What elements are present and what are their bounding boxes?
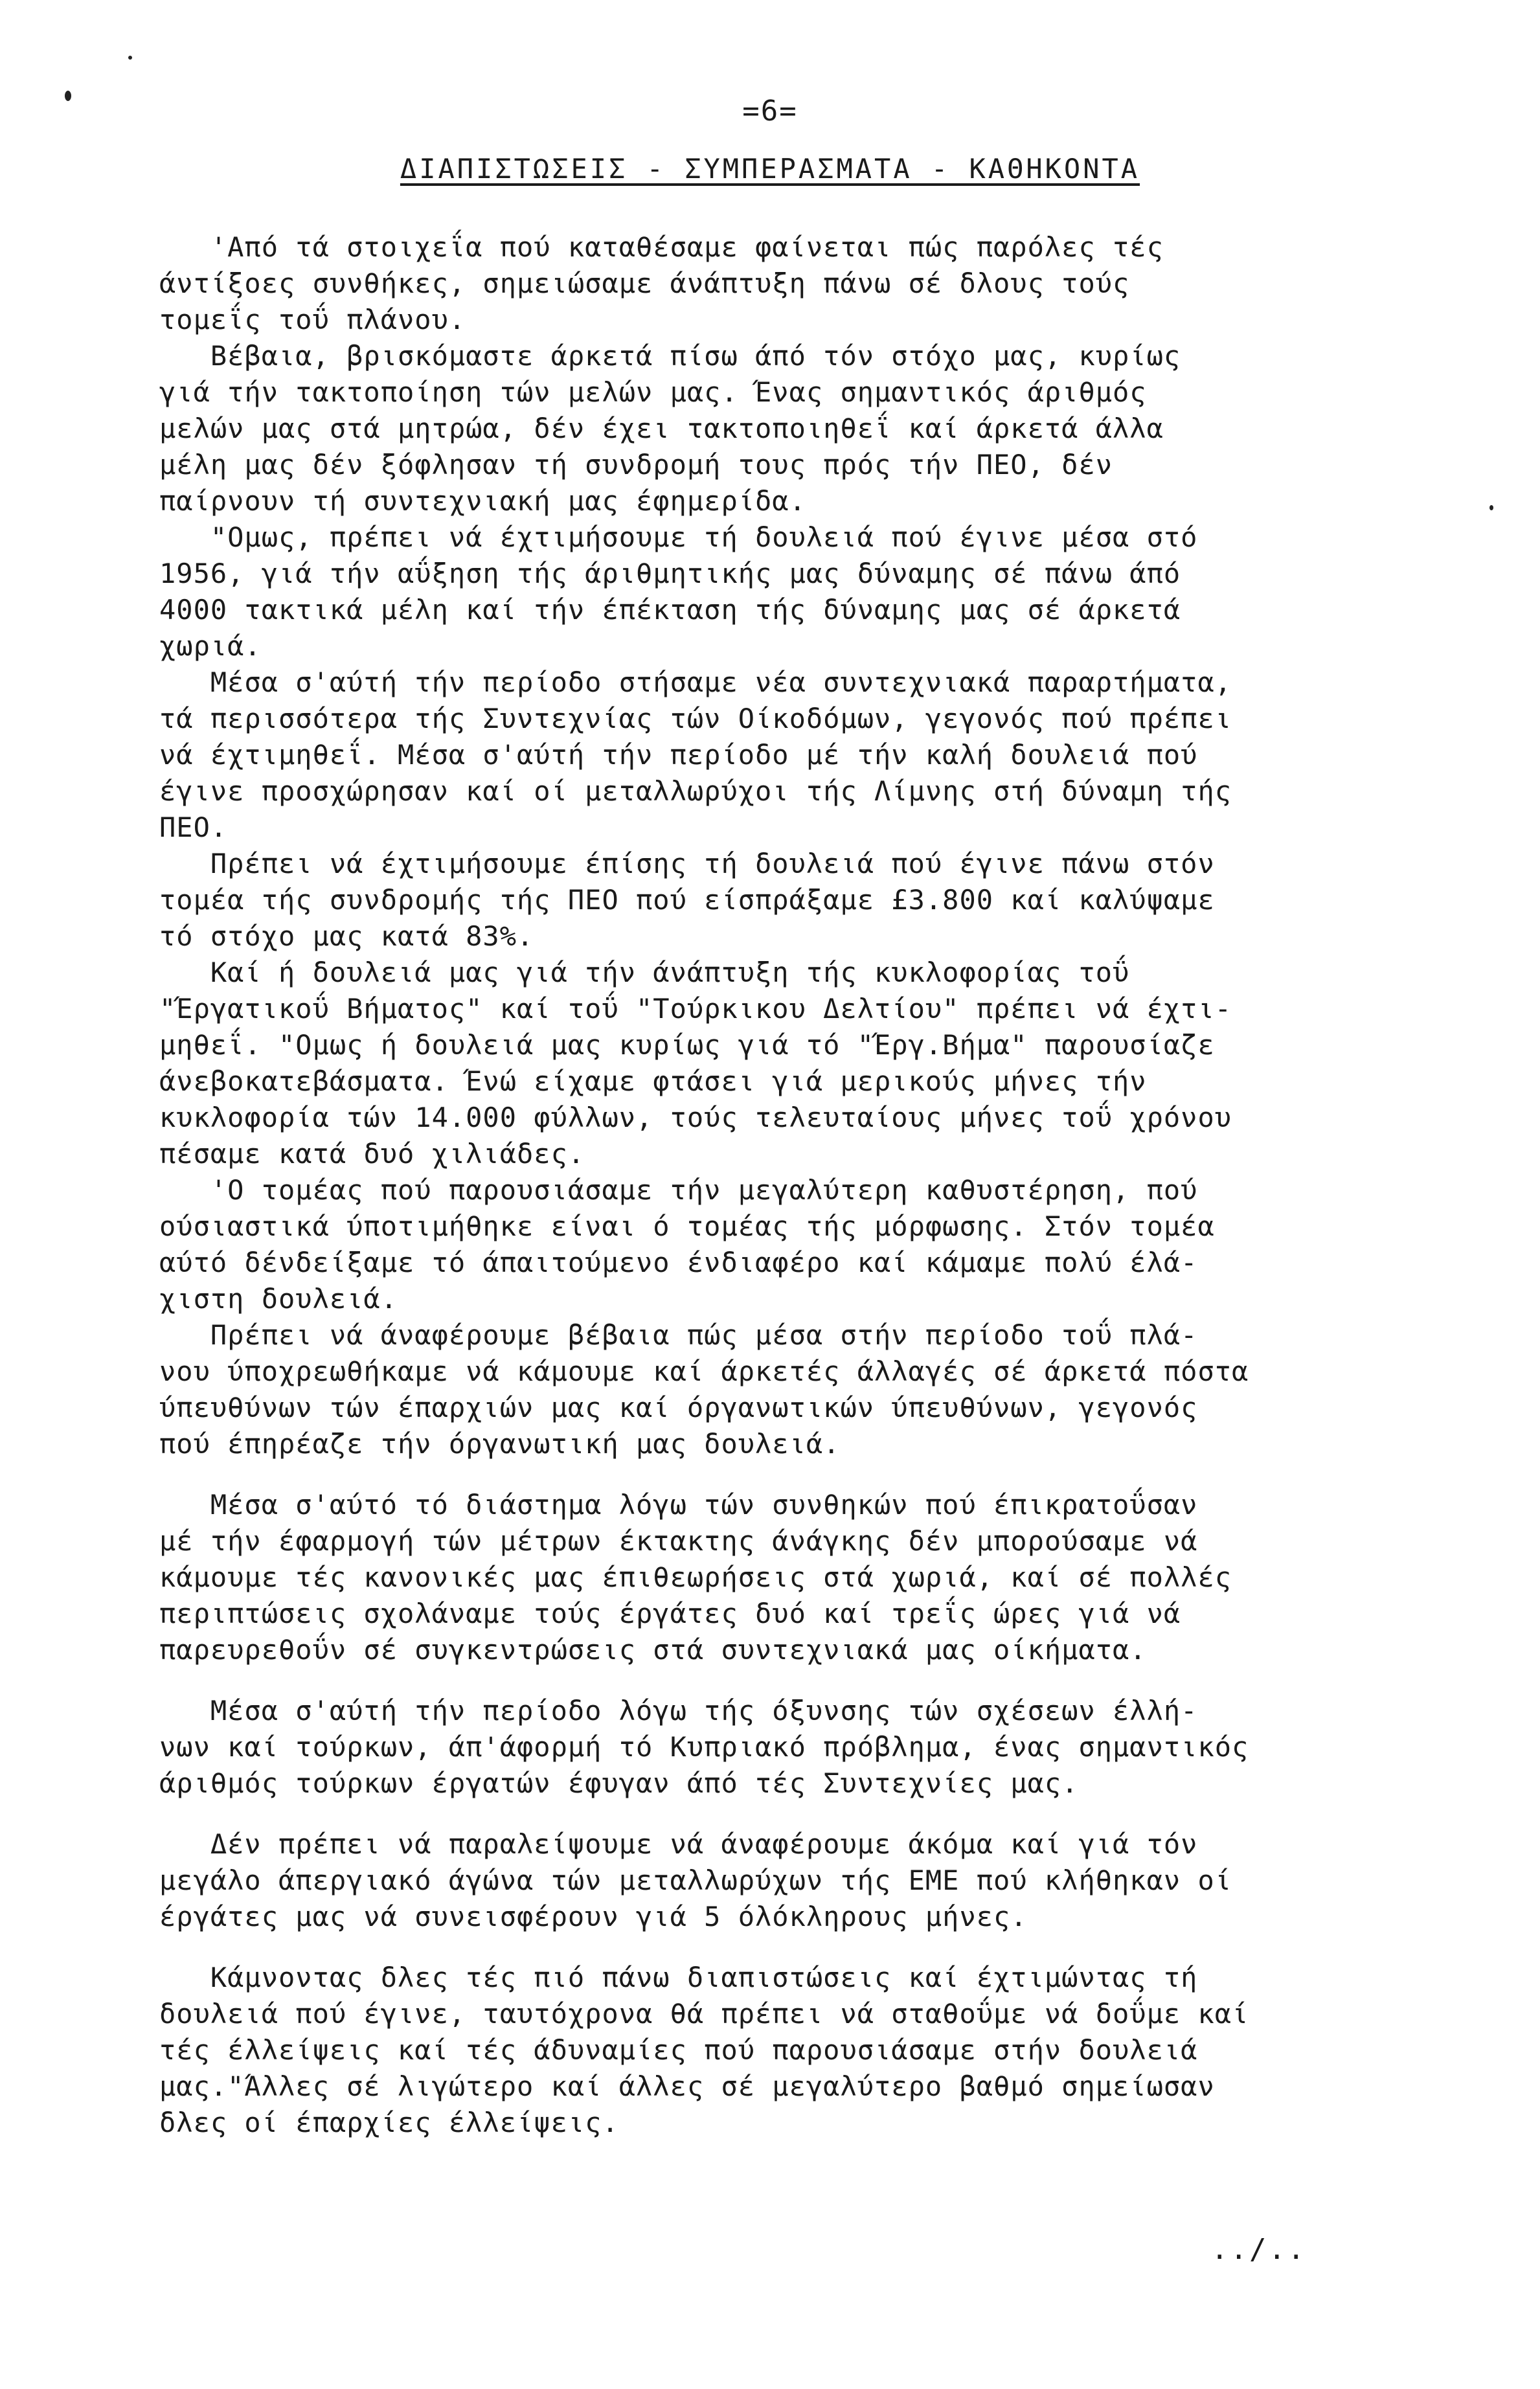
text-line: Μέσα σ'αύτό τό διάστημα λόγω τών συνθηκών πού έπικρατοΰσαν: [159, 1489, 1198, 1521]
text-line: γιά τήν τακτοποίηση τών μελών μας. Ένας σημαντικός άριθμός: [159, 376, 1147, 408]
text-line: τομεΐς τοΰ πλάνου.: [159, 304, 466, 335]
text-line: "Ομως, πρέπει νά έχτιμήσουμε τή δουλειά πού έγινε μέσα στό: [159, 521, 1198, 553]
text-line: τομέα τής συνδρομής τής ΠΕΟ πού είσπράξαμε £3.800 καί καλύψαμε: [159, 884, 1215, 916]
text-line: άνεβοκατεβάσματα. Ένώ είχαμε φτάσει γιά μερικούς μήνες τήν: [159, 1065, 1147, 1097]
text-line: μεγάλο άπεργιακό άγώνα τών μεταλλωρύχων τής ΕΜΕ πού κλήθηκαν οί: [159, 1864, 1232, 1896]
text-line: 'Από τά στοιχεΐα πού καταθέσαμε φαίνεται πώς παρόλες τές: [159, 231, 1164, 263]
paragraph-gap: [159, 1802, 1448, 1826]
text-line: Πρέπει νά άναφέρουμε βέβαια πώς μέσα στήν περίοδο τοΰ πλά-: [159, 1319, 1198, 1351]
text-line: Πρέπει νά έχτιμήσουμε έπίσης τή δουλειά πού έγινε πάνω στόν: [159, 848, 1215, 879]
text-line: Καί ή δουλειά μας γιά τήν άνάπτυξη τής κυκλοφορίας τοΰ: [159, 957, 1130, 988]
text-line: παρευρεθοΰν σέ συγκεντρώσεις στά συντεχνιακά μας οίκήματα.: [159, 1634, 1147, 1666]
text-line: έργάτες μας νά συνεισφέρουν γιά 5 όλόκληρους μήνες.: [159, 1901, 1028, 1932]
text-line: Βέβαια, βρισκόμαστε άρκετά πίσω άπό τόν στόχο μας, κυρίως: [159, 340, 1181, 372]
document-body: [159, 229, 1448, 2141]
text-line: κυκλοφορία τών 14.000 φύλλων, τούς τελευταίους μήνες τοΰ χρόνου: [159, 1102, 1232, 1133]
text-line: περιπτώσεις σχολάναμε τούς έργάτες δυό καί τρεΐς ώρες γιά νά: [159, 1598, 1181, 1629]
text-line: κάμουμε τές κανονικές μας έπιθεωρήσεις στά χωριά, καί σέ πολλές: [159, 1561, 1232, 1593]
text-line: "Έργατικοΰ Βήματος" καί τοΰ "Τούρκικου Δελτίου" πρέπει νά έχτι-: [159, 993, 1232, 1025]
page-title-text: ΔΙΑΠΙΣΤΩΣΕΙΣ - ΣΥΜΠΕΡΑΣΜΑΤΑ - ΚΑΘΗΚΟΝΤΑ: [400, 153, 1140, 185]
text-line: δουλειά πού έγινε, ταυτόχρονα θά πρέπει νά σταθοΰμε νά δοΰμε καί: [159, 1998, 1249, 2030]
text-line: νων καί τούρκων, άπ'άφορμή τό Κυπριακό πρόβλημα, ένας σημαντικός: [159, 1731, 1249, 1763]
text-line: μελών μας στά μητρώα, δέν έχει τακτοποιηθεΐ καί άρκετά άλλα: [159, 413, 1164, 444]
text-line: έγινε προσχώρησαν καί οί μεταλλωρύχοι τής Λίμνης στή δύναμη τής: [159, 775, 1232, 807]
text-line: Μέσα σ'αύτή τήν περίοδο στήσαμε νέα συντεχνιακά παραρτήματα,: [159, 666, 1232, 698]
text-line: 1956, γιά τήν αΰξηση τής άριθμητικής μας δύναμης σέ πάνω άπό: [159, 558, 1181, 589]
paragraph-gap: [159, 1668, 1448, 1693]
text-line: τές έλλείψεις καί τές άδυναμίες πού παρουσιάσαμε στήν δουλειά: [159, 2034, 1198, 2066]
text-line: μέλη μας δέν ξόφλησαν τή συνδρομή τους πρός τήν ΠΕΟ, δέν: [159, 449, 1113, 481]
text-line: πού έπηρέαζε τήν όργανωτική μας δουλειά.: [159, 1428, 841, 1460]
text-line: τό στόχο μας κατά 83%.: [159, 920, 534, 952]
text-line: Κάμνοντας δλες τές πιό πάνω διαπιστώσεις καί έχτιμώντας τή: [159, 1962, 1198, 1993]
text-line: παίρνουν τή συντεχνιακή μας έφημερίδα.: [159, 485, 806, 517]
text-line: ύπευθύνων τών έπαρχιών μας καί όργανωτικών ύπευθύνων, γεγονός: [159, 1392, 1198, 1423]
text-line: ΠΕΟ.: [159, 811, 228, 843]
text-line: άντίξοες συνθήκες, σημειώσαμε άνάπτυξη πάνω σέ δλους τούς: [159, 267, 1130, 299]
page-number: =6=: [742, 95, 798, 128]
text-line: μέ τήν έφαρμογή τών μέτρων έκτακτης άνάγκης δέν μπορούσαμε νά: [159, 1525, 1198, 1557]
text-line: 'Ο τομέας πού παρουσιάσαμε τήν μεγαλύτερη καθυστέρηση, πού: [159, 1174, 1198, 1206]
text-line: πέσαμε κατά δυό χιλιάδες.: [159, 1138, 585, 1170]
ink-speck: [128, 56, 132, 60]
text-line: Μέσα σ'αύτή τήν περίοδο λόγω τής όξυνσης τών σχέσεων έλλή-: [159, 1695, 1198, 1727]
text-line: ούσιαστικά ύποτιμήθηκε είναι ό τομέας τής μόρφωσης. Στόν τομέα: [159, 1210, 1215, 1242]
page-title: [0, 153, 1540, 185]
paragraph-gap: [159, 1935, 1448, 1960]
text-line: άριθμός τούρκων έργατών έφυγαν άπό τές Συντεχνίες μας.: [159, 1767, 1079, 1799]
text-line: χιστη δουλειά.: [159, 1283, 398, 1315]
text-line: νά έχτιμηθεΐ. Μέσα σ'αύτή τήν περίοδο μέ τήν καλή δουλειά πού: [159, 739, 1198, 771]
text-line: Δέν πρέπει νά παραλείψουμε νά άναφέρουμε άκόμα καί γιά τόν: [159, 1828, 1198, 1860]
text-line: μας."Άλλες σέ λιγώτερο καί άλλες σέ μεγαλύτερο βαθμό σημείωσαν: [159, 2070, 1215, 2102]
text-line: τά περισσότερα τής Συντεχνίας τών Οίκοδόμων, γεγονός πού πρέπει: [159, 703, 1232, 734]
text-line: μηθεΐ. "Ομως ή δουλειά μας κυρίως γιά τό "Έργ.Βήμα" παρουσίαζε: [159, 1029, 1215, 1061]
continuation-mark: ../..: [1211, 2233, 1307, 2266]
text-line: 4000 τακτικά μέλη καί τήν έπέκταση τής δύναμης μας σέ άρκετά: [159, 594, 1181, 626]
text-line: δλες οί έπαρχίες έλλείψεις.: [159, 2107, 619, 2138]
paragraph-gap: [159, 1462, 1448, 1487]
text-line: αύτό δένδείξαμε τό άπαιτούμενο ένδιαφέρο καί κάμαμε πολύ έλά-: [159, 1247, 1198, 1278]
text-line: νου ύποχρεωθήκαμε νά κάμουμε καί άρκετές άλλαγές σέ άρκετά πόστα: [159, 1355, 1249, 1387]
ink-speck: [1489, 505, 1493, 510]
text-line: χωριά.: [159, 630, 262, 662]
